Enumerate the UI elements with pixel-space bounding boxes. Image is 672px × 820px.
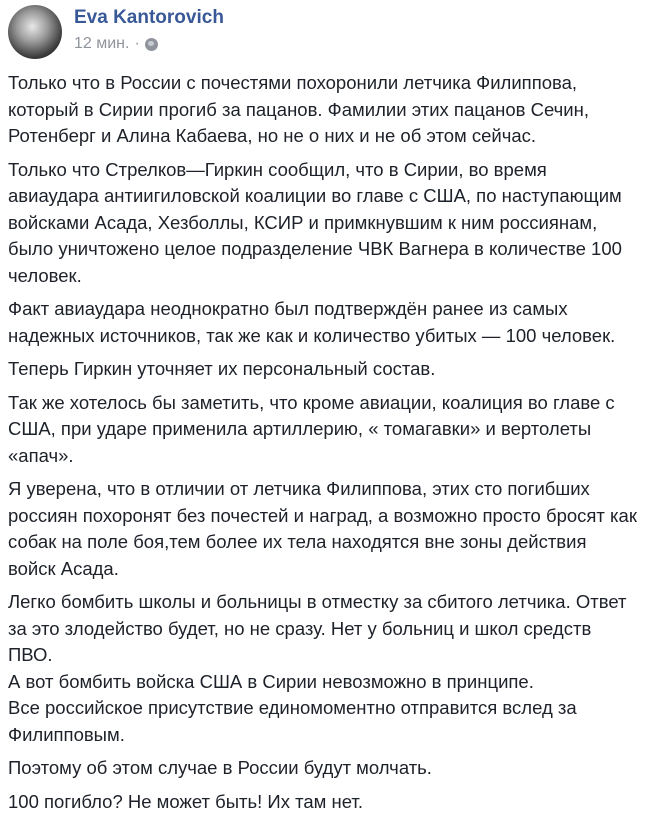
text-line: Факт авиаудара неоднократно был подтверждён ранее из самых bbox=[8, 298, 568, 319]
text-line: А вот бомбить войска США в Сирии невозможно в принципе. bbox=[8, 670, 534, 692]
post-meta bbox=[74, 35, 158, 53]
post-paragraph bbox=[8, 476, 664, 582]
post-paragraph bbox=[8, 589, 664, 748]
post-header bbox=[0, 0, 672, 64]
post-paragraph bbox=[8, 390, 664, 470]
post-paragraph bbox=[8, 356, 664, 383]
post-paragraph bbox=[8, 157, 664, 290]
text-line: россиян похоронят без почестей и наград, а возможно просто бросят как bbox=[8, 504, 637, 526]
separator: · bbox=[134, 35, 140, 52]
text-line: Легко бомбить школы и больницы в отместку за сбитого летчика. Ответ bbox=[8, 591, 627, 612]
post-paragraph bbox=[8, 296, 664, 349]
text-line: Филипповым. bbox=[8, 723, 125, 745]
text-line: Только что в России с почестями похоронили летчика Филиппова, bbox=[8, 72, 578, 93]
post-paragraph bbox=[8, 789, 664, 816]
post-paragraph bbox=[8, 755, 664, 782]
text-line: Ротенберг и Алина Кабаева, но не о них и не об этом сейчас. bbox=[8, 125, 537, 146]
text-line: Только что Стрелков—Гиркин сообщил, что в Сирии, во время bbox=[8, 158, 547, 180]
text-line: 100 погибло? Не может быть! Их там нет. bbox=[8, 790, 363, 812]
text-line: Я уверена, что в отличии от летчика Филиппова, этих сто погибших bbox=[8, 478, 590, 499]
author-name[interactable]: Eva Kantorovich bbox=[74, 7, 224, 28]
text-line: который в Сирии прогиб за пацанов. Фамилии этих пацанов Сечин, bbox=[8, 98, 589, 120]
globe-icon[interactable] bbox=[145, 38, 158, 51]
text-line: войск Асада. bbox=[8, 557, 119, 579]
text-line: Теперь Гиркин уточняет их персональный состав. bbox=[8, 358, 436, 379]
text-line: было уничтожено целое подразделение ЧВК Вагнера в количестве 100 bbox=[8, 238, 622, 259]
text-line: за это злодейство будет, но не сразу. Нет у больниц и школ средств bbox=[8, 617, 592, 639]
text-line: «апач». bbox=[8, 444, 74, 466]
timestamp[interactable]: 12 мин. bbox=[74, 35, 130, 52]
text-line: ПВО. bbox=[8, 644, 53, 665]
text-line: авиаудара антиигиловской коалиции во главе с США, по наступающим bbox=[8, 185, 622, 206]
text-line: войсками Асада, Хезболлы, КСИР и примкнувшим к ним россиянам, bbox=[8, 211, 598, 233]
text-line: Так же хотелось бы заметить, что кроме авиации, коалиция во главе с bbox=[8, 391, 615, 413]
avatar[interactable] bbox=[8, 5, 62, 59]
post-paragraph bbox=[8, 70, 664, 150]
text-line: собак на поле боя,тем более их тела находятся вне зоны действия bbox=[8, 531, 587, 552]
text-line: надежных источников, так же как и количество убитых — 100 человек. bbox=[8, 324, 616, 346]
text-line: человек. bbox=[8, 264, 82, 286]
text-line: Все российское присутствие единомоментно отправится вслед за bbox=[8, 697, 577, 718]
text-line: Поэтому об этом случае в России будут молчать. bbox=[8, 757, 432, 778]
post-body bbox=[0, 64, 672, 815]
text-line: США, при ударе применила артиллерию, « томагавки» и вертолеты bbox=[8, 418, 592, 439]
